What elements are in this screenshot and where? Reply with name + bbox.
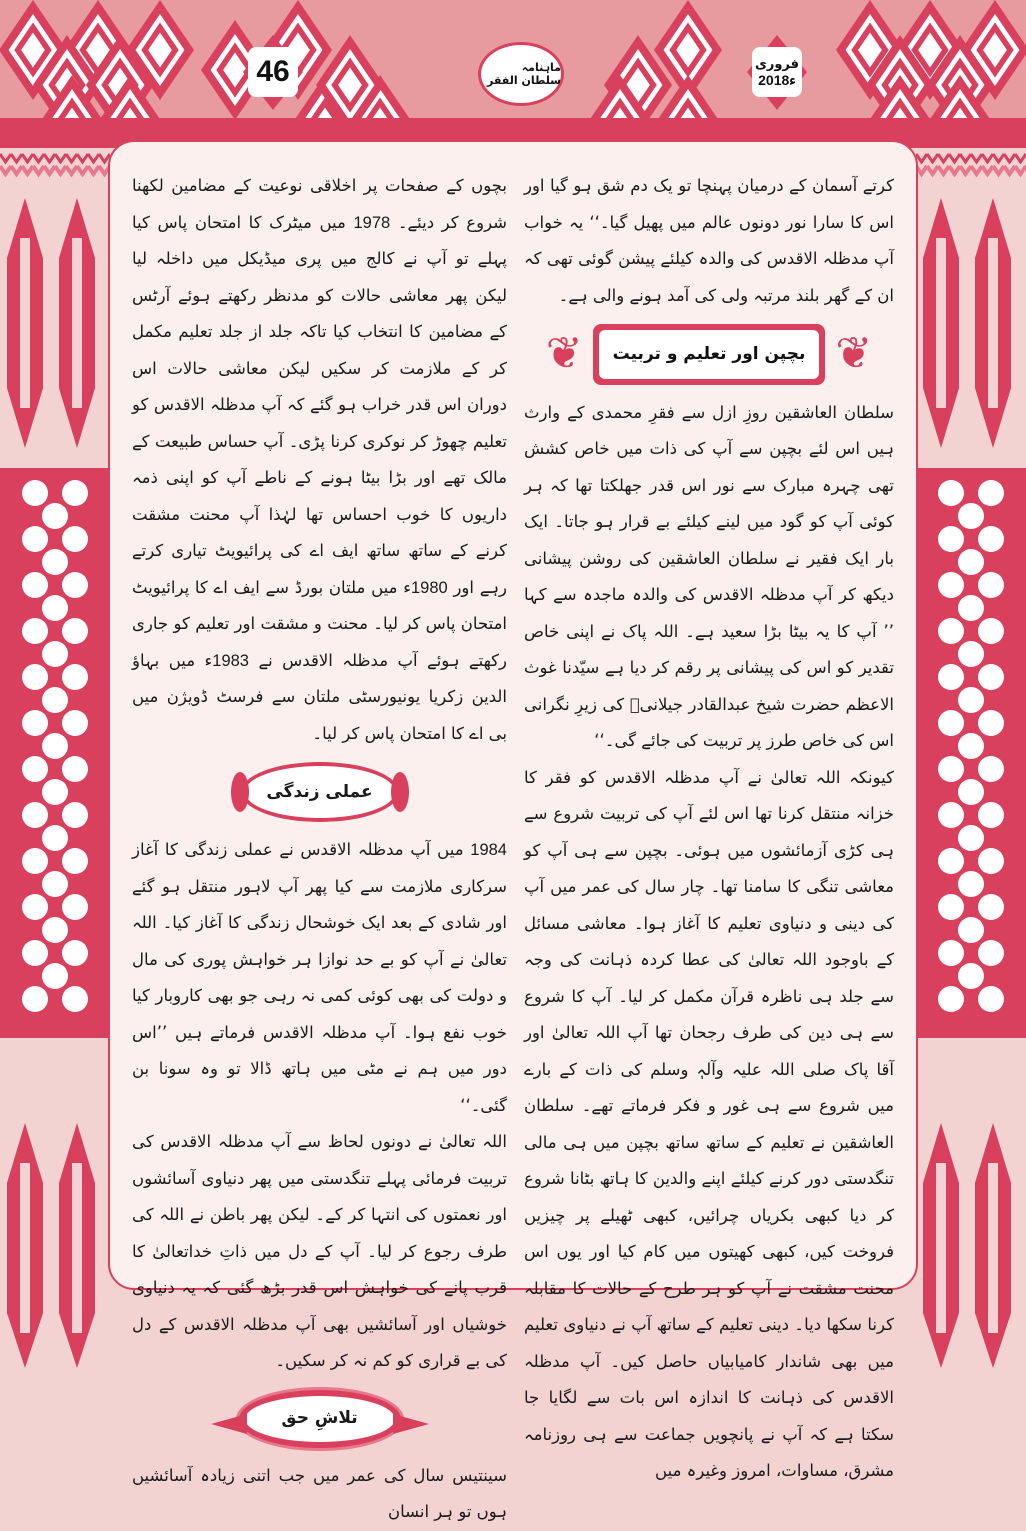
dot [62,526,88,552]
dot [62,618,88,644]
dot [978,802,1004,828]
dot [938,986,964,1012]
dot [42,779,68,805]
dot [62,802,88,828]
paragraph: سلطان العاشقین روزِ ازل سے فقرِ محمدی کے وارث ہیں اس لئے بچپن سے آپ کی ذات میں خاص کشش تھی چہرہ مبارک سے نور اس قدر جھلکتا تھا کہ ہر کوئی آپ کو گود میں لینے کیلئے بے قرار ہو جاتا۔ ایک بار ایک فقیر نے سلطان العاشقین کی روشن پیشانی دیکھ کر آپ مدظلہ الاقدس کی والدہ ماجدہ سے کہا ’’ آپ کا یہ بیٹا بڑا سعید ہے۔ اللہ پاک نے اپنی خاص تقدیر کو اس کی پیشانی پر رقم کر دیا ہے سیّدنا غوث الاعظم حضرت شیخ عبدالقادر جیلانیؓ کی زیرِ نگرانی اس کی خاص طرز پر تربیت کی جائے گی۔‘‘ [524,402,894,750]
dot [42,917,68,943]
dot [938,756,964,782]
dot [978,710,1004,736]
dot [62,848,88,874]
dot [938,572,964,598]
dot [978,986,1004,1012]
dot [62,940,88,966]
dot [978,848,1004,874]
dot [938,848,964,874]
dot [978,572,1004,598]
heading-text: بچپن اور تعلیم و تربیت [599,330,820,379]
dot [958,641,984,667]
article-column-left [132,168,507,1531]
ornament-column [72,238,82,408]
dot [958,733,984,759]
dot [978,618,1004,644]
dot [938,480,964,506]
dot [938,894,964,920]
issue-year: 2018ء [758,71,796,88]
dot [958,595,984,621]
ornament-column [988,1163,998,1333]
ornament-icon: ❦ [835,328,873,380]
article-column-right [524,168,894,1490]
dot [42,825,68,851]
right-border-decoration [916,148,1026,1375]
dot [62,710,88,736]
dot [62,986,88,1012]
year: 1983 [212,651,249,670]
dot [938,940,964,966]
issue-month: فروری [754,56,800,72]
dot [42,641,68,667]
paragraph: 1984 میں آپ مدظلہ الاقدس نے عملی زندگی کا آغاز سرکاری ملازمت سے کیا پھر آپ لاہور منتقل ہو گئے اور شادی کے بعد ایک خوشحال زندگی کا آغاز کیا۔ اللہ تعالیٰ نے آپ کو بے حد نوازا ہر خواہش پوری کی مال و دولت کی بھی کوئی کمی نہ رہی جو بھی کاروبار کیا خوب نفع ہوا۔ آپ مدظلہ الاقدس فرماتے ہیں ’’اس دور میں ہم نے مٹی میں ہاتھ ڈالا تو وہ سونا بن گئی۔‘‘ [132,840,507,1115]
dot [938,710,964,736]
dot [958,687,984,713]
dot [22,480,48,506]
dot [958,871,984,897]
ornament-column [988,238,998,408]
dot [22,940,48,966]
left-border-decoration [0,148,110,1375]
dot [938,526,964,552]
dot [42,687,68,713]
dot [62,480,88,506]
dot [22,710,48,736]
dot [42,549,68,575]
year: 1978 [353,213,391,232]
paragraph: بچوں کے صفحات پر اخلاقی نوعیت کے مضامین لکھنا شروع کر دیئے۔ 1978 میں میٹرک کا امتحان پاس کیا پہلے تو آپ نے کالج میں پری میڈیکل میں داخلہ لیا لیکن پھر معاشی حالات کو مدنظر رکھتے ہوئے آرٹس کے مضامین کا انتخاب کیا تاکہ جلد از جلد تعلیم مکمل کر کے ملازمت کر سکیں لیکن معاشی حالات اس دوران اس قدر خراب ہو گئے کہ آپ مدظلہ الاقدس کو تعلیم چھوڑ کر نوکری کرنا پڑی۔ آپ حساس طبیعت کے مالک تھے اور بڑا بیٹا ہونے کے ناطے آپ کو اپنی ذمہ داریوں کا خوب احساس تھا لہٰذا آپ محنت مشقت کرنے کے ساتھ ساتھ ایف اے کی پرائیویٹ تیاری کرتے رہے اور 1980ء میں ملتان بورڈ سے ایف اے کا پرائیویٹ امتحان پاس کر لیا۔ محنت و مشقت اور تعلیم کو جاری رکھتے ہوئے آپ مدظلہ الاقدس نے 1983ء میں بہاؤ الدین زکریا یونیورسٹی ملتان سے فرسٹ ڈویژن میں بی اے کا امتحان پاس کر لیا۔ [132,176,508,743]
dot [978,756,1004,782]
section-heading-practical-life [132,762,507,822]
ornament-column [936,238,946,408]
paragraph: سینتیس سال کی عمر میں جب اتنی زیادہ آسائشیں ہوں تو ہر انسان [132,1465,507,1521]
section-heading-search-for-truth [132,1390,507,1448]
dot [978,480,1004,506]
dot [42,871,68,897]
dot [22,802,48,828]
dot [42,963,68,989]
magazine-logo: ماہنامہ سلطان الفقر [478,42,564,106]
dot [62,756,88,782]
dot [938,618,964,644]
ornament-column [936,1163,946,1333]
article-panel [108,140,918,1521]
dot [958,779,984,805]
issue-date [752,47,802,97]
dot [42,733,68,759]
dot [62,664,88,690]
ornament-column [20,1163,30,1333]
dot [938,664,964,690]
dot [978,894,1004,920]
dot [22,618,48,644]
dot [22,848,48,874]
section-heading-childhood [524,324,894,385]
year: 1984 [470,841,507,859]
dot [958,917,984,943]
paragraph: کرتے آسمان کے درمیان پہنچا تو یک دم شق ہو گیا اور اس کا سارا نور دونوں عالم میں پھیل گیا۔‘‘ یہ خواب آپ مدظلہ الاقدس کی والدہ کیلئے پیشن گوئی تھی کہ ان کے گھر بلند مرتبہ ولی کی آمد ہونے والی ہے۔ [524,176,894,305]
dot [42,595,68,621]
dot [22,572,48,598]
dot [22,894,48,920]
dot [978,664,1004,690]
paragraph: کیونکہ اللہ تعالیٰ نے آپ مدظلہ الاقدس کو فقر کا خزانہ منتقل کرنا تھا اس لئے آپ کی تربیت شروع سے ہی کڑی آزمائشوں میں ہوئی۔ بچپن سے ہی آپ کو معاشی تنگی کا سامنا تھا۔ چار سال کی عمر میں آپ کی دینی و دنیاوی تعلیم کا آغاز ہوا۔ معاشی مسائل کے باوجود اللہ تعالیٰ کی عطا کردہ ذہانت کی وجہ سے جلد ہی ناظرہ قرآن مکمل کر لیا۔ آپ کا شروع سے ہی دین کی طرف رجحان تھا آپ اللہ تعالیٰ اور آقا پاک صلی اللہ علیہ وآلہٖ وسلم کی ذات کے بارے میں شروع سے ہی غور و فکر فرماتے تھے۔ سلطان العاشقین نے تعلیم کے ساتھ ساتھ بچپن میں ہی مالی تنگدستی دور کرنے کیلئے اپنے والدین کا ہاتھ بٹانا شروع کر دیا کبھی بکریاں چرائیں، کبھی ٹھیلے پر چیزیں فروخت کیں، کبھی کھیتوں میں کام کیا اور یوں اس محنت مشقت نے آپ کو ہر طرح کے حالات کا مقابلہ کرنا سکھا دیا۔ دینی تعلیم کے ساتھ آپ نے دنیاوی تعلیم میں بھی شاندار کامیابیاں حاصل کیں۔ آپ مدظلہ الاقدس کی ذہانت کا اندازہ اس بات سے لگایا جا سکتا ہے کہ آپ نے پانچویں جماعت سے ہی روزنامہ مشرق، مساوات، امروز وغیرہ میں [524,767,894,1480]
dot [22,664,48,690]
dot [958,549,984,575]
paragraph: اللہ تعالیٰ نے دونوں لحاظ سے آپ مدظلہ الاقدس کی تربیت فرمائی پہلے تنگدستی میں پھر دنیاوی آسائشوں اور نعمتوں کی انتہا کر کے۔ لیکن پھر باطن نے اللہ کی طرف رجوع کر لیا۔ آپ کے دل میں ذاتِ خداتعالیٰ کا قرب پانے کی خواہش اس قدر بڑھ گئی کہ یہ دنیاوی خوشیاں اور آسائشیں بھی آپ مدظلہ الاقدس کے دل کی بے قراری کو کم نہ کر سکیں۔ [132,1132,507,1370]
dot [938,802,964,828]
dot [62,572,88,598]
dot [958,963,984,989]
ornament-column [72,1163,82,1333]
page-number: 46 [248,47,298,97]
ornament-column [20,238,30,408]
dot [62,894,88,920]
dot [958,825,984,851]
dot [22,526,48,552]
dot [958,503,984,529]
dot [22,986,48,1012]
ornament-icon: ❦ [545,328,583,380]
dot [978,526,1004,552]
heading-text: تلاشِ حق [239,1390,401,1448]
heading-text: عملی زندگی [241,762,399,822]
dot [42,503,68,529]
dot [22,756,48,782]
dot [978,940,1004,966]
year: 1980 [410,578,448,597]
